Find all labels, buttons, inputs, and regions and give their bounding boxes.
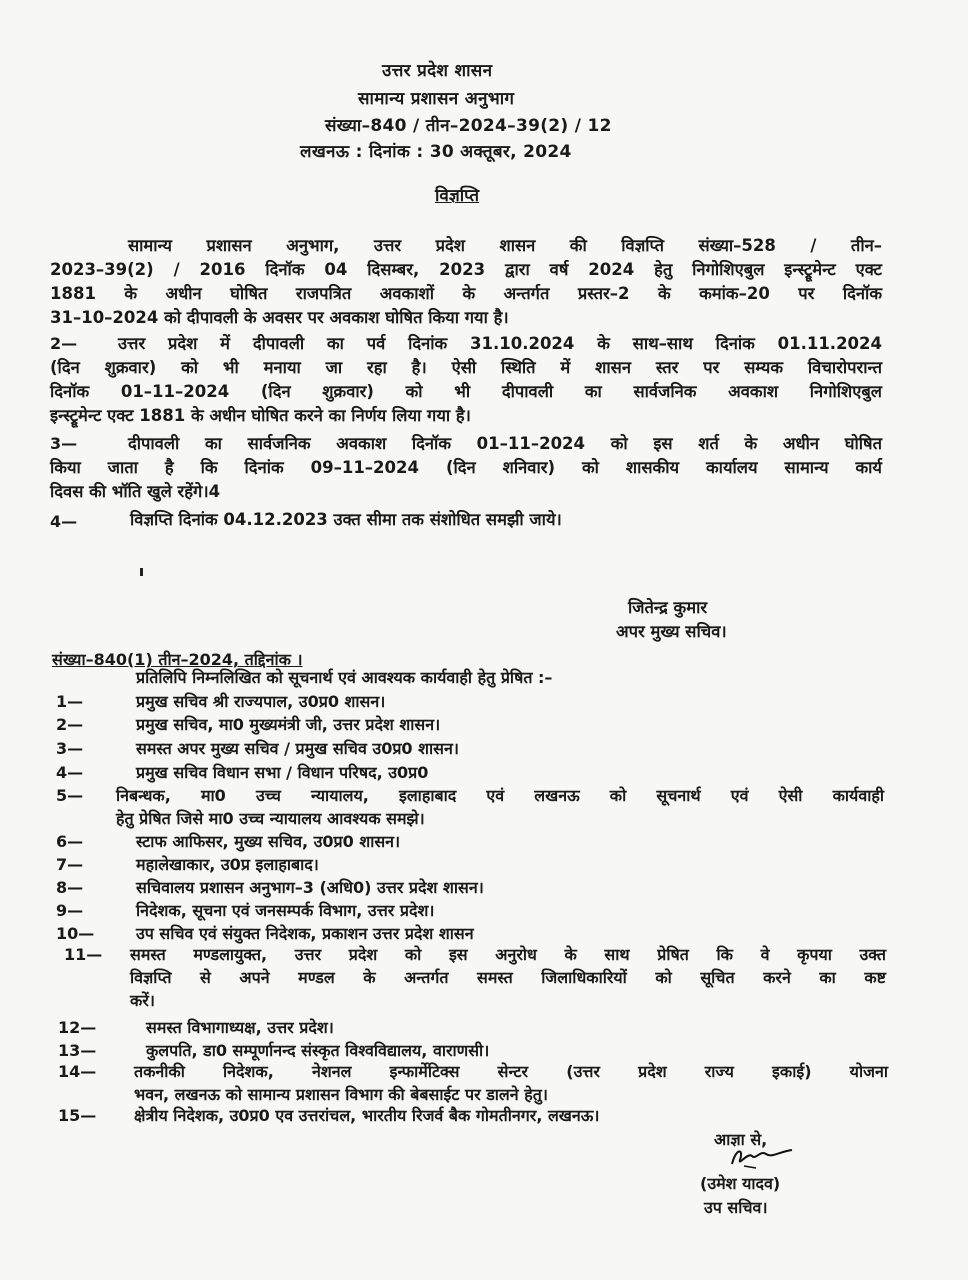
copy-item-text: प्रमुख सचिव श्री राज्यपाल, उ0प्र0 शासन। [136, 692, 386, 711]
copy-item-text: महालेखाकार, उ0प्र इलाहाबाद। [136, 855, 319, 874]
paragraph-2-line: उत्तर प्रदेश में दीपावली का पर्व दिनांक 31.10.2024 के साथ–साथ दिनांक 01.11.2024 [118, 334, 882, 353]
paragraph-2-line: इन्स्ट्रूमेन्ट एक्ट 1881 के अधीन घोषित करने का निर्णय लिया गया है। [50, 406, 471, 425]
copy-item-number: 8— [56, 878, 84, 897]
by-order-text: आज्ञा से, [714, 1130, 768, 1149]
copy-item-text: सचिवालय प्रशासन अनुभाग–3 (अधि0) उत्तर प्रदेश शासन। [136, 878, 484, 897]
copy-item-text: उप सचिव एवं संयुक्त निदेशक, प्रकाशन उत्तर प्रदेश शासन [136, 924, 474, 943]
copy-item-number: 6— [56, 832, 84, 851]
copy-item-number: 14— [58, 1062, 97, 1081]
signatory-2-designation: उप सचिव। [704, 1198, 768, 1217]
paragraph-4-number: 4— [50, 512, 78, 531]
signatory-2-name: (उमेश यादव) [700, 1174, 781, 1193]
paragraph-3-line: दीपावली का सार्वजनिक अवकाश दिनॉक 01–11–2024 को इस शर्त के अधीन घोषित [128, 434, 882, 453]
copy-item-text: निबन्धक, मा0 उच्च न्यायालय, इलाहाबाद एवं लखनऊ को सूचनार्थ एवं ऐसी कार्यवाही [116, 786, 884, 805]
copy-item-number: 5— [56, 786, 84, 805]
copy-item-text: करें। [130, 991, 155, 1010]
paragraph-3-number: 3— [50, 434, 78, 453]
paragraph-1 [50, 234, 882, 327]
notice-title: विज्ञप्ति [435, 186, 480, 206]
paragraph-1-line: 2023–39(2) / 2016 दिनॉक 04 दिसम्बर, 2023 द्वारा वर्ष 2024 हेतु निगोशिएबुल इन्स्ट्रूमेन्ट एक्ट [50, 260, 882, 279]
paragraph-2 [50, 332, 882, 428]
copy-item-text: कुलपति, डा0 सम्पूर्णानन्द संस्कृत विश्वविद्यालय, वाराणसी। [146, 1041, 490, 1060]
copy-item-number: 7— [56, 855, 84, 874]
signatory-designation: अपर मुख्य सचिव। [616, 622, 727, 641]
header-line-2: सामान्य प्रशासन अनुभाग [358, 89, 515, 109]
copy-reference: संख्या–840(1) तीन–2024, तद्दिनांक । [52, 650, 303, 669]
paragraph-1-line: 31–10–2024 को दीपावली के अवसर पर अवकाश घोषित किया गया है। [50, 308, 509, 327]
paragraph-3-line: किया जाता है कि दिनांक 09–11–2024 (दिन शनिवार) को शासकीय कार्यालय सामान्य कार्य [50, 458, 882, 477]
copy-item-number: 3— [56, 739, 84, 758]
copy-item-number: 2— [56, 715, 84, 734]
paragraph-3 [50, 432, 882, 504]
header-line-1: उत्तर प्रदेश शासन [382, 61, 493, 81]
copy-item-text: निदेशक, सूचना एवं जनसम्पर्क विभाग, उत्तर प्रदेश। [136, 901, 435, 920]
paragraph-1-line: 1881 के अधीन घोषित राजपत्रित अवकाशों के अन्तर्गत प्रस्तर–2 के कमांक–20 पर दिनॉक [50, 284, 882, 303]
copy-item-number: 15— [58, 1106, 97, 1125]
place-and-date: लखनऊ : दिनांक : 30 अक्तूबर, 2024 [300, 142, 572, 162]
copy-item-text: स्टाफ आफिसर, मुख्य सचिव, उ0प्र0 शासन। [136, 832, 401, 851]
handwritten-signature [726, 1142, 796, 1172]
copy-item-number: 13— [58, 1041, 97, 1060]
paragraph-1-line: सामान्य प्रशासन अनुभाग, उत्तर प्रदेश शासन की विज्ञप्ति संख्या–528 / तीन– [128, 236, 882, 255]
copy-intro: प्रतिलिपि निम्नलिखित को सूचनार्थ एवं आवश्यक कार्यवाही हेतु प्रेषित :– [136, 668, 553, 687]
copy-item-number: 12— [58, 1018, 97, 1037]
paragraph-2-number: 2— [50, 334, 78, 353]
signatory-name: जितेन्द्र कुमार [628, 598, 708, 617]
stray-mark [140, 568, 143, 576]
copy-item-number: 9— [56, 901, 84, 920]
reference-number: संख्या–840 / तीन–2024–39(2) / 12 [325, 116, 612, 136]
copy-item-number: 10— [56, 924, 95, 943]
copy-item-number: 11— [64, 945, 103, 964]
copy-item-text: तकनीकी निदेशक, नेशनल इन्फार्मेटिक्स सेन्टर (उत्तर प्रदेश राज्य इकाई) योजना [134, 1062, 888, 1081]
copy-item-text: समस्त अपर मुख्य सचिव / प्रमुख सचिव उ0प्र0 शासन। [136, 739, 459, 758]
paragraph-2-line: (दिन शुक्रवार) को भी मनाया जा रहा है। ऐसी स्थिति में शासन स्तर पर सम्यक विचारोपरान्त [50, 358, 882, 377]
copy-item-text: भवन, लखनऊ को सामान्य प्रशासन विभाग की बेबसाईट पर डालने हेतु। [134, 1085, 548, 1104]
copy-item-number: 1— [56, 692, 84, 711]
copy-item-number: 4— [56, 763, 84, 782]
copy-item-text: समस्त विभागाध्यक्ष, उत्तर प्रदेश। [146, 1018, 334, 1037]
paragraph-4: विज्ञप्ति दिनांक 04.12.2023 उक्त सीमा तक संशोधित समझी जाये। [130, 510, 562, 529]
copy-item-text: प्रमुख सचिव, मा0 मुख्यमंत्री जी, उत्तर प्रदेश शासन। [136, 715, 441, 734]
copy-item-text: समस्त मण्डलायुक्त, उत्तर प्रदेश को इस अनुरोध के साथ प्रेषित कि वे कृपया उक्त [130, 945, 886, 964]
copy-item-text: क्षेत्रीय निदेशक, उ0प्र0 एव उत्तरांचल, भारतीय रिजर्व बैक गोमतीनगर, लखनऊ। [134, 1106, 600, 1125]
copy-item-text: विज्ञप्ति से अपने मण्डल के अन्तर्गत समस्त जिलाधिकारियों को सूचित करने का कष्ट [130, 968, 886, 987]
copy-item-text: प्रमुख सचिव विधान सभा / विधान परिषद, उ0प्र0 [136, 763, 429, 782]
paragraph-2-line: दिनॉक 01–11–2024 (दिन शुक्रवार) को भी दीपावली का सार्वजनिक अवकाश निगोशिएबुल [50, 382, 882, 401]
copy-item-text: हेतु प्रेषित जिसे मा0 उच्च न्यायालय आवश्यक समझे। [116, 809, 425, 828]
paragraph-3-line: दिवस की भॉति खुले रहेंगे।4 [50, 482, 221, 501]
